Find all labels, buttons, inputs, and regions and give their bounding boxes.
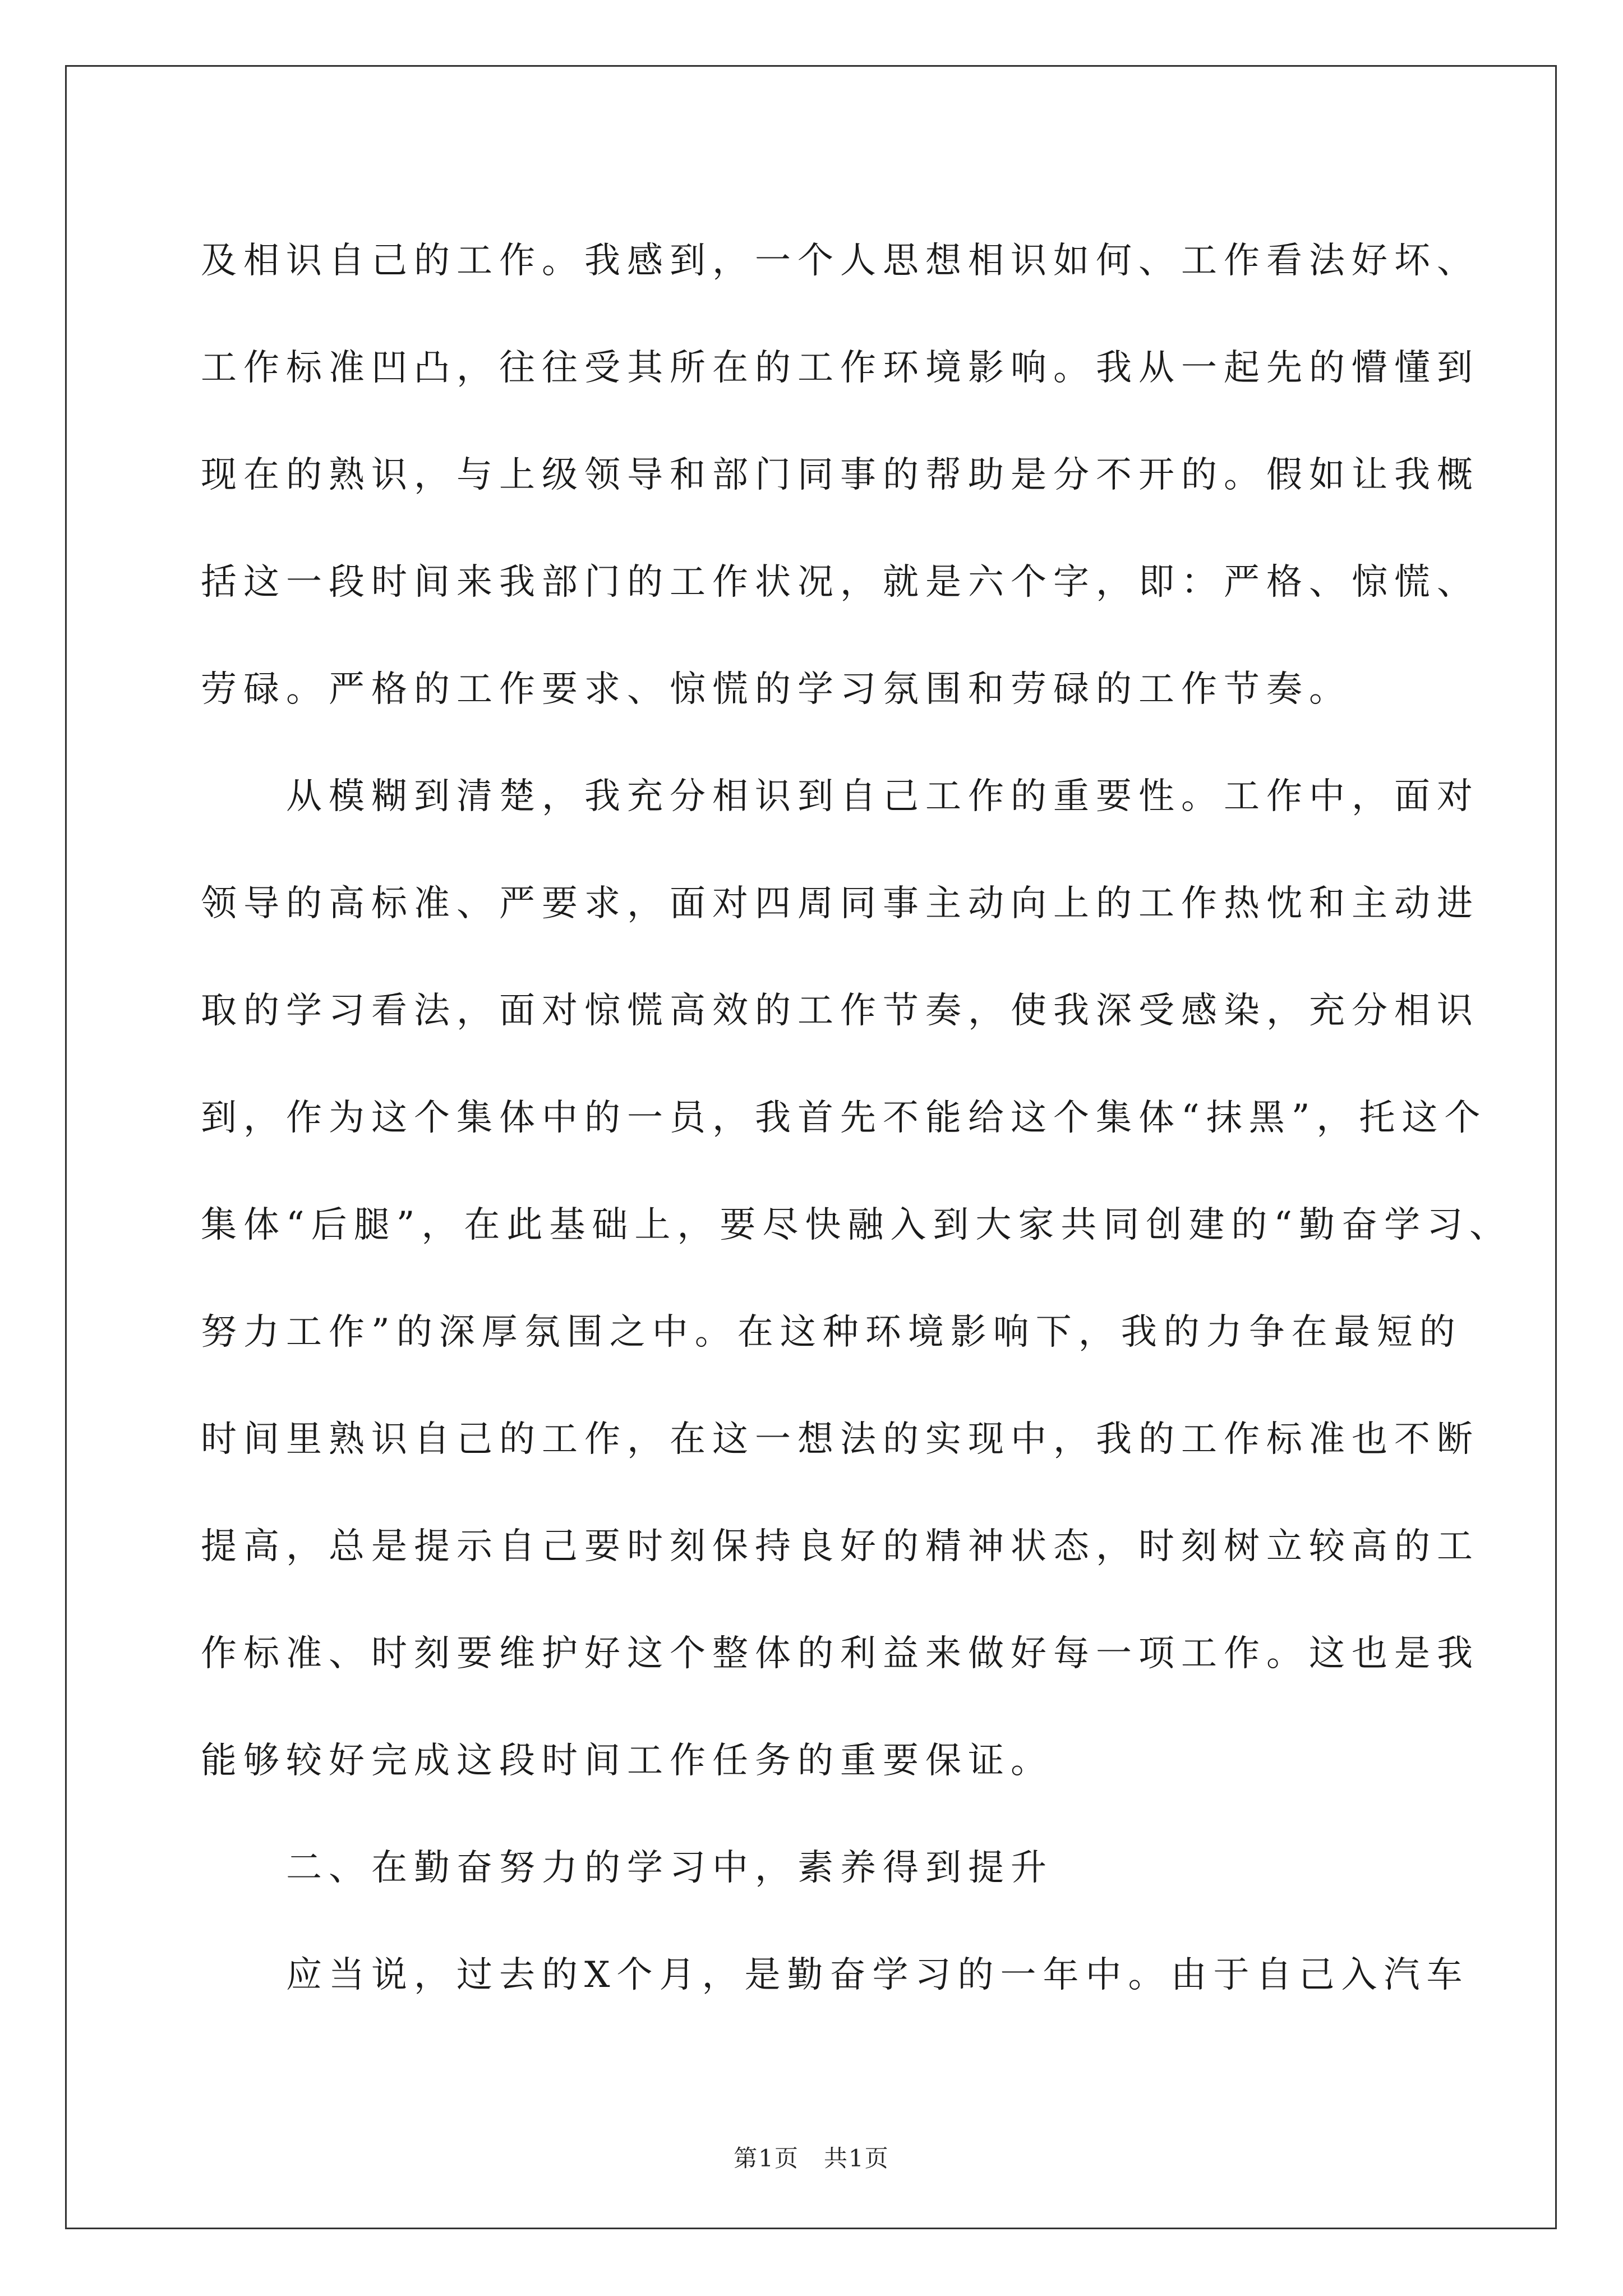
text-line: 括这一段时间来我部门的工作状况，就是六个字，即：严格、惊慌、 <box>201 562 1479 603</box>
text-line: 及相识自己的工作。我感到，一个人思想相识如何、工作看法好坏、 <box>201 240 1479 282</box>
text-line: 能够较好完成这段时间工作任务的重要保证。 <box>201 1740 1053 1782</box>
text-line: 集体“后腿”，在此基础上，要尽快融入到大家共同创建的“勤奋学习、 <box>201 1204 1513 1246</box>
text-line: 取的学习看法，面对惊慌高效的工作节奏，使我深受感染，充分相识 <box>201 990 1479 1032</box>
text-line: 时间里熟识自己的工作，在这一想法的实现中，我的工作标准也不断 <box>201 1419 1479 1460</box>
text-line: 应当说，过去的X个月，是勤奋学习的一年中。由于自己入汽车 <box>201 1954 1469 1996</box>
text-line: 工作标准凹凸，往往受其所在的工作环境影响。我从一起先的懵懂到 <box>201 347 1479 389</box>
document-body <box>201 208 1513 2029</box>
text-line: 劳碌。严格的工作要求、惊慌的学习氛围和劳碌的工作节奏。 <box>201 669 1352 710</box>
text-line: 从模糊到清楚，我充分相识到自己工作的重要性。工作中，面对 <box>201 776 1479 817</box>
text-line: 现在的熟识，与上级领导和部门同事的帮助是分不开的。假如让我概 <box>201 454 1479 496</box>
text-line: 提高，总是提示自己要时刻保持良好的精神状态，时刻树立较高的工 <box>201 1526 1479 1567</box>
text-line: 作标准、时刻要维护好这个整体的利益来做好每一项工作。这也是我 <box>201 1633 1479 1674</box>
section-heading: 二、在勤奋努力的学习中，素养得到提升 <box>201 1847 1053 1889</box>
page-footer: 第1页 共1页 <box>734 2145 889 2172</box>
text-line: 努力工作”的深厚氛围之中。在这种环境影响下，我的力争在最短的 <box>201 1312 1462 1353</box>
text-line: 领导的高标准、严要求，面对四周同事主动向上的工作热忱和主动进 <box>201 883 1479 924</box>
text-line: 到，作为这个集体中的一员，我首先不能给这个集体“抹黑”，托这个 <box>201 1097 1487 1139</box>
